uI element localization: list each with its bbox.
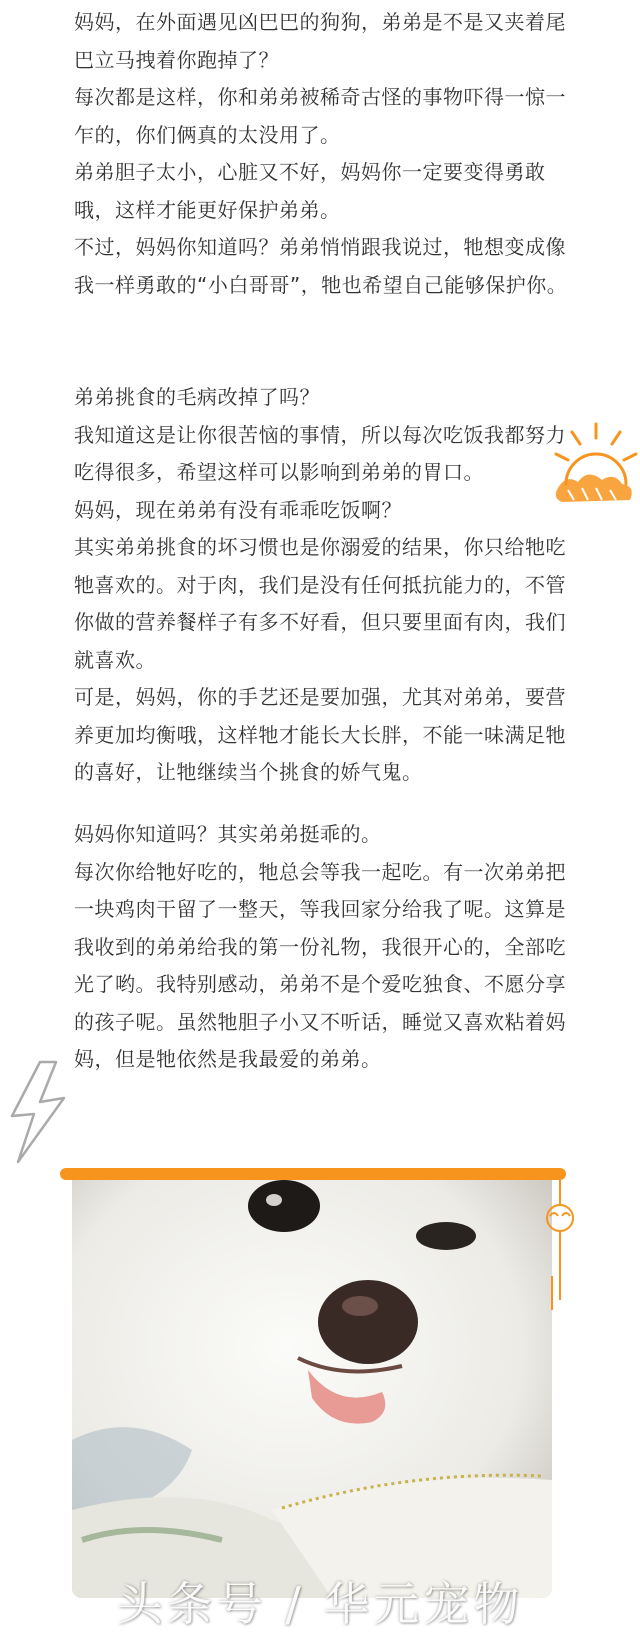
paragraph-brother-is-good: 妈妈你知道吗？其实弟弟挺乖的。 每次你给牠好吃的，牠总会等我一起吃。有一次弟弟把一块鸡肉干留了一整天，等我回家分给我了呢。这算是我收到的弟弟给我的第一份礼物，我很开心的，全部吃光了哟。我特别感动，弟弟不是个爱吃独食、不愿分享的孩子呢。虽然牠胆子小又不听话，睡觉又喜欢粘着妈妈，但是牠依然是我最爱的弟弟。 — [74, 822, 566, 1071]
lightning-doodle-icon — [0, 1058, 80, 1168]
hanging-ornament-icon — [540, 1180, 580, 1320]
frame-top-bar — [60, 1168, 566, 1180]
paragraph-picky-eating: 弟弟挑食的毛病改掉了吗？ 我知道这是让你很苦恼的事情，所以每次吃饭我都努力吃得很多，希望这样可以影响到弟弟的胃口。 妈妈，现在弟弟有没有乖乖吃饭啊？ 其实弟弟挑食的坏习惯也是你溺爱的结果，你只给牠吃牠喜欢的。对于肉，我们是没有任何抵抗能力的，不管你做的营养餐样子有多不好看，但只要里面有肉，我们就喜欢。 可是，妈妈，你的手艺还是要加强，尤其对弟弟，要营养更加均衡哦，这样牠才能长大长胖，不能一味满足牠的喜好，让牠继续当个挑食的娇气鬼。 — [74, 385, 566, 784]
white-pomeranian-photo — [72, 1180, 552, 1598]
dog-face-illustration — [72, 1180, 552, 1598]
sun-doodle-icon — [552, 418, 640, 538]
watermark: 头条号 / 华元宠物 — [116, 1577, 524, 1631]
paragraph-dangerous-dogs: 妈妈，在外面遇见凶巴巴的狗狗，弟弟是不是又夹着尾巴立马拽着你跑掉了？ 每次都是这样，你和弟弟被稀奇古怪的事物吓得一惊一乍的，你们俩真的太没用了。 弟弟胆子太小，心脏又不好，妈妈你一定要变得勇敢哦，这样才能更好保护弟弟。 不过，妈妈你知道吗？弟弟悄悄跟我说过，牠想变成像我一样勇敢的“小白哥哥”，牠也希望自己能够保护你。 — [74, 10, 568, 297]
dog-photo-frame — [60, 1168, 580, 1608]
